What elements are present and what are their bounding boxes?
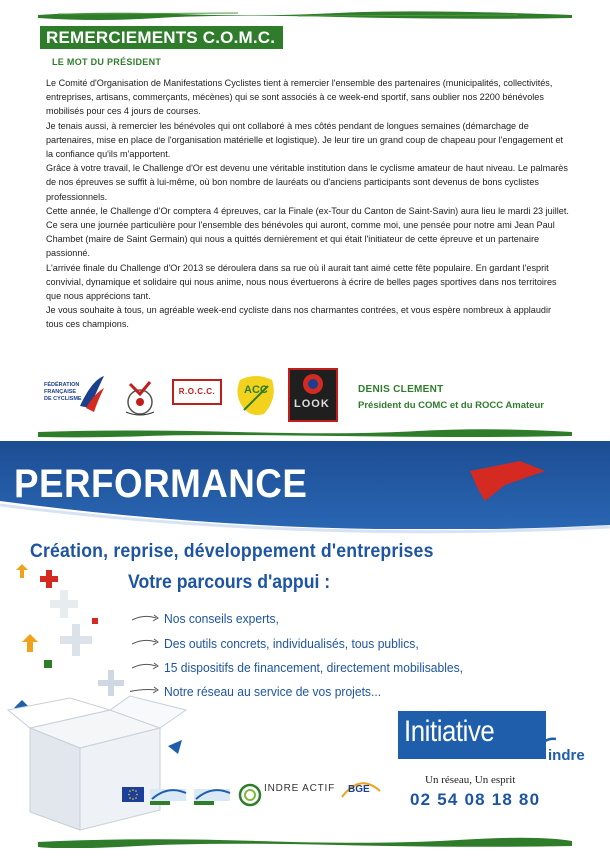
bge-logo — [338, 777, 382, 811]
region-centre-logo-2 — [194, 781, 234, 807]
initiative-logo-sub: indre — [548, 747, 585, 764]
eu-flag-icon — [122, 787, 144, 802]
ad-title: PERFORMANCE — [14, 462, 308, 506]
sponsor-logos — [44, 366, 344, 422]
ad-subtitle-secondary: Votre parcours d'appui : — [128, 572, 331, 593]
red-cross-icon — [40, 570, 58, 588]
initiative-logo-word: Initiative — [404, 715, 495, 748]
acc-logo — [234, 372, 278, 420]
initiative-indre-logo — [398, 711, 592, 769]
ad-bullet: Nos conseils experts, — [164, 611, 279, 626]
paragraph: Je tenais aussi, à remercier les bénévoles qui ont collaboré à mes côtés pendant de longues semaines (démarchage de partenaires, mise en place de l'organisation matérielle et logistique). Je leur tire un grand coup de chapeau pour l'engagement et la confiance qu'ils m'apportent. — [46, 120, 564, 160]
signer-role: Président du COMC et du ROCC Amateur — [358, 400, 544, 411]
ffc-logo — [44, 374, 106, 418]
paragraph: Cette année, le Challenge d'Or comptera 4 épreuves, car la Finale (ex-Tour du Canton de Saint-Savin) aura lieu le mardi 23 juillet. Ce sera une journée particulière pour l'ensemble des bénévoles qui auront, comme moi, une pensée pour notre ami Jean Paul Chambet (maire de Saint Germain) qui nous a quittés dernièrement et qui était l'initiateur de cette épreuve et un partenaire passionné. — [46, 205, 569, 259]
ffc-logo-text: FÉDÉRATION — [44, 382, 80, 388]
green-brush-divider-middle — [38, 428, 572, 438]
acc-shape-icon — [234, 372, 278, 420]
partner-logos — [118, 777, 380, 811]
ffc-logo-text: DE CYCLISME — [44, 396, 82, 402]
acc-logo-text: ACC — [244, 384, 268, 396]
indre-actif-text: INDRE ACTIF — [264, 783, 336, 794]
look-logo — [288, 368, 338, 422]
green-brush-divider-top — [38, 10, 572, 20]
indre-actif-circle-icon — [238, 783, 262, 807]
look-logo-text: LOOK — [294, 398, 330, 410]
region-centre-logo — [150, 781, 190, 807]
bge-text: BGE — [348, 784, 370, 795]
paragraph: Je vous souhaite à tous, un agréable week-end cycliste dans nos charmantes contrées, et vous espère nombreux à applaudir tous ces champions. — [46, 305, 552, 330]
ffc-logo-text: FRANÇAISE — [44, 389, 77, 395]
ad-tagline: Un réseau, Un esprit — [425, 774, 516, 786]
ad-phone: 02 54 08 18 80 — [410, 790, 541, 809]
paragraph: Grâce à votre travail, le Challenge d'Or est devenu une véritable institution dans le cyclisme amateur de haut niveau. Le palmarès de nos épreuves se suffit à lui-même, où bon nombre de lauréats ou d'anciens participants sont devenus de bons cyclistes professionnels. — [46, 163, 568, 202]
paragraph: Le Comité d'Organisation de Manifestations Cyclistes tient à remercier l'ensemble des partenaires (municipalités, collectivités, entreprises, artisans, commerçants, mécènes) qui se sont associés à ce week-end sportif, sans oublier nos 2200 bénévoles mobilisés pour ces 4 jours de courses. — [46, 78, 553, 117]
ad-bullet: Des outils concrets, individualisés, tous publics, — [164, 636, 419, 651]
eu-stars-icon — [122, 787, 144, 802]
ffc-swoosh-icon — [78, 374, 106, 414]
article-subtitle: LE MOT DU PRÉSIDENT — [52, 57, 162, 67]
paragraph: L'arrivée finale du Challenge d'Or 2013 se déroulera dans sa rue où il aurait tant aimé cette fête populaire. En gardant l'esprit convivial, dynamique et solidaire qui nous anime, nous nous évertuerons à écrire de belles pages sportives dans nos territoires que nous apprécions tant. — [46, 262, 557, 302]
ad-bullet: Notre réseau au service de vos projets... — [164, 684, 382, 699]
indre-actif-logo — [238, 781, 338, 809]
rocc-logo — [172, 379, 222, 405]
ad-bullet: 15 dispositifs de financement, directement mobilisables, — [164, 660, 464, 675]
signer-name: DENIS CLEMENT — [358, 384, 444, 395]
rocc-logo-text: R.O.C.C. — [178, 387, 216, 396]
article-title: REMERCIEMENTS C.O.M.C. — [40, 26, 283, 49]
orange-arrow-icon — [16, 564, 28, 578]
article-body — [46, 76, 570, 332]
cycling-club-logo — [122, 372, 158, 420]
green-brush-divider-bottom — [38, 836, 572, 848]
ad-subtitle: Création, reprise, développement d'entreprises — [30, 541, 434, 562]
look-emblem-icon — [302, 373, 324, 395]
